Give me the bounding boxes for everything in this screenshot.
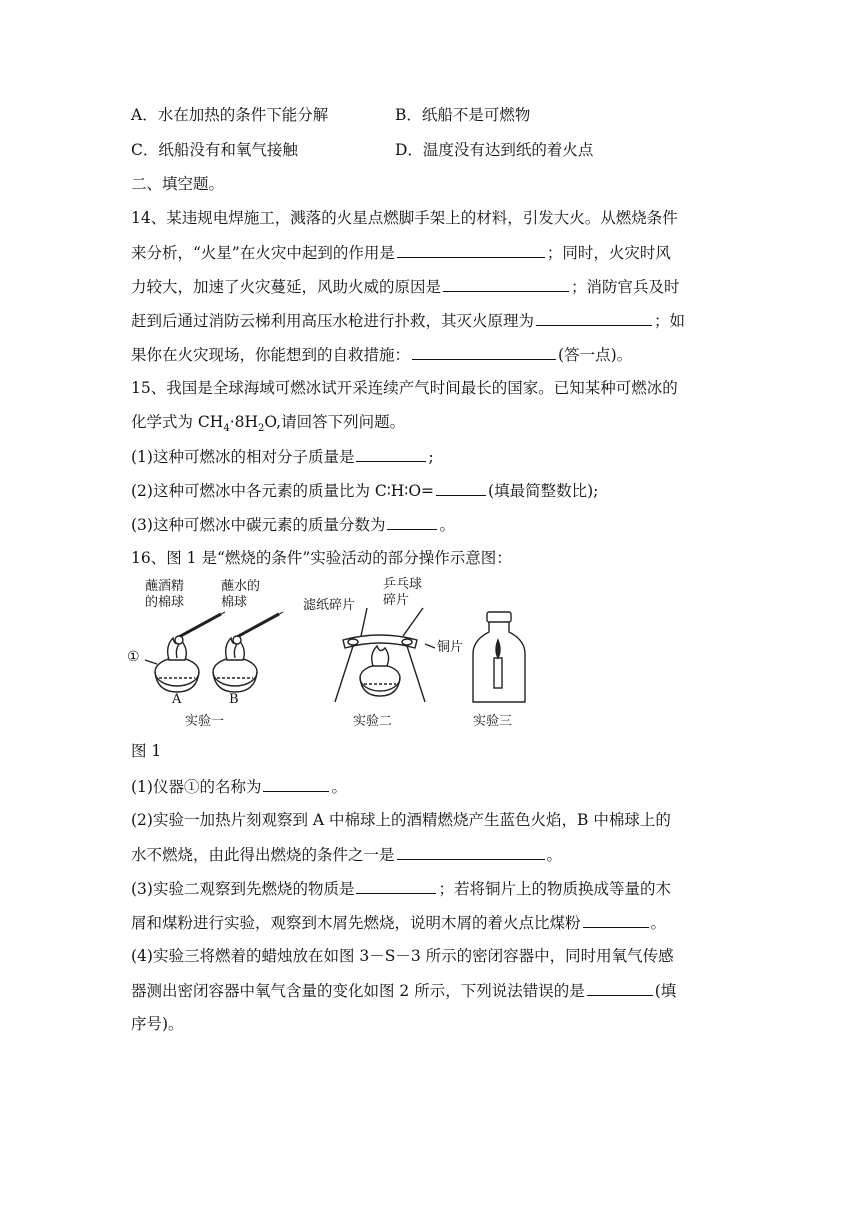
q15-text: (填最简整数比); — [488, 482, 599, 500]
q15-line2 — [131, 411, 405, 440]
section-title: 二、填空题。 — [131, 175, 225, 193]
q14-text: ；如 — [654, 312, 686, 330]
answer-blank — [536, 309, 652, 326]
caption-exp2: 实验二 — [353, 714, 393, 729]
q15-part3 — [131, 513, 455, 536]
q15-text: O,请回答下列问题。 — [264, 413, 406, 431]
q16-part2-line2 — [131, 843, 562, 866]
q16-text: 器测出密闭容器中氧气含量的变化如图 2 所示，下列说法错误的是 — [131, 982, 585, 1000]
answer-blank — [387, 513, 437, 530]
q16-text: 。 — [546, 846, 563, 864]
q15-text: (2)这种可燃冰中各元素的质量比为 C∶H∶O= — [131, 482, 435, 500]
q15-text: ·8H — [229, 413, 258, 431]
q15-text: (3)这种可燃冰中碳元素的质量分数为 — [131, 516, 386, 534]
label-b: B — [229, 692, 239, 707]
figure-1 — [125, 574, 545, 736]
label-text: 的棉球 — [145, 595, 185, 610]
label-text: 乒乓球 — [383, 577, 423, 592]
label-text: 蘸酒精 — [145, 579, 185, 594]
q15-line1: 15、我国是全球海域可燃冰试开采连续产气时间最长的国家。已知某种可燃冰的 — [131, 379, 678, 397]
label-copper: 铜片 — [437, 640, 464, 655]
answer-blank — [397, 843, 545, 860]
q16-text: (1)仪器①的名称为 — [131, 778, 262, 796]
q16-part3-line2 — [131, 911, 666, 934]
label-pingpong — [383, 577, 422, 609]
answer-blank — [412, 343, 556, 360]
subscript: 2 — [258, 423, 265, 435]
option-d: D．温度没有达到纸的着火点 — [395, 141, 594, 159]
q16-text: 。 — [331, 778, 347, 796]
subscript: 4 — [223, 423, 230, 435]
answer-blank — [583, 911, 649, 928]
answer-blank — [587, 979, 653, 996]
label-filter-paper: 滤纸碎片 — [303, 598, 356, 613]
q16-part4-line2 — [131, 979, 676, 1002]
q16-part4-line3: 序号)。 — [131, 1015, 184, 1033]
label-alcohol-ball — [145, 579, 184, 611]
q16-text: 水不燃烧，由此得出燃烧的条件之一是 — [131, 846, 395, 864]
q16-text: 屑和煤粉进行实验，观察到木屑先燃烧，说明木屑的着火点比煤粉 — [131, 914, 581, 932]
answer-blank — [397, 241, 545, 258]
label-text: 棉球 — [221, 595, 248, 610]
q14-text: 力较大，加速了火灾蔓延，风助火威的原因是 — [131, 278, 442, 296]
label-a: A — [172, 692, 182, 707]
q14-line2 — [131, 241, 671, 264]
caption-exp3: 实验三 — [473, 714, 513, 729]
q14-text: ；消防官兵及时 — [571, 278, 680, 296]
answer-blank — [356, 445, 426, 462]
option-a: A．水在加热的条件下能分解 — [131, 106, 329, 124]
q15-text: (1)这种可燃冰的相对分子质量是 — [131, 448, 355, 466]
q14-line5 — [131, 343, 632, 366]
q14-line3 — [131, 275, 680, 298]
q14-text: 果你在火灾现场，你能想到的自救措施： — [131, 346, 411, 364]
label-water-ball — [221, 579, 260, 611]
q14-text: ；同时，火灾时风 — [546, 244, 671, 262]
option-b: B．纸船不是可燃物 — [395, 106, 531, 124]
q16-text: (3)实验二观察到先燃烧的物质是 — [131, 880, 355, 898]
q14-line1: 14、某违规电焊施工，溅落的火星点燃脚手架上的材料，引发大火。从燃烧条件 — [131, 209, 678, 227]
label-instrument-1: ① — [127, 649, 140, 665]
label-text: 碎片 — [383, 593, 410, 608]
q15-text: ; — [428, 448, 434, 466]
q14-line4 — [131, 309, 685, 332]
q14-text: 来分析，“火星”在火灾中起到的作用是 — [131, 244, 395, 262]
q15-part1 — [131, 445, 434, 468]
q15-text: 化学式为 CH — [131, 413, 224, 431]
option-c: C．纸船没有和氧气接触 — [131, 141, 298, 159]
q15-text: 。 — [439, 516, 455, 534]
answer-blank — [356, 877, 436, 894]
q15-part2 — [131, 479, 598, 502]
q14-text: (答一点)。 — [558, 346, 633, 364]
figure-caption: 图 1 — [131, 742, 162, 760]
q16-part1 — [131, 775, 347, 798]
label-text: 蘸水的 — [221, 579, 261, 594]
answer-blank — [443, 275, 569, 292]
q16-part3-line1 — [131, 877, 671, 900]
q16-part4-line1: (4)实验三将燃着的蜡烛放在如图 3－S－3 所示的密闭容器中，同时用氧气传感 — [131, 947, 674, 965]
q16-line1: 16、图 1 是“燃烧的条件”实验活动的部分操作示意图： — [131, 549, 512, 567]
caption-exp1: 实验一 — [185, 714, 225, 729]
q16-text: 。 — [650, 914, 667, 932]
q16-text: (填 — [654, 982, 677, 1000]
q16-text: ；若将铜片上的物质换成等量的木 — [438, 880, 671, 898]
q16-part2-line1: (2)实验一加热片刻观察到 A 中棉球上的酒精燃烧产生蓝色火焰，B 中棉球上的 — [131, 811, 671, 829]
q14-text: 赶到后通过消防云梯利用高压水枪进行扑救，其灭火原理为 — [131, 312, 535, 330]
answer-blank — [263, 775, 329, 792]
answer-blank — [436, 479, 486, 496]
